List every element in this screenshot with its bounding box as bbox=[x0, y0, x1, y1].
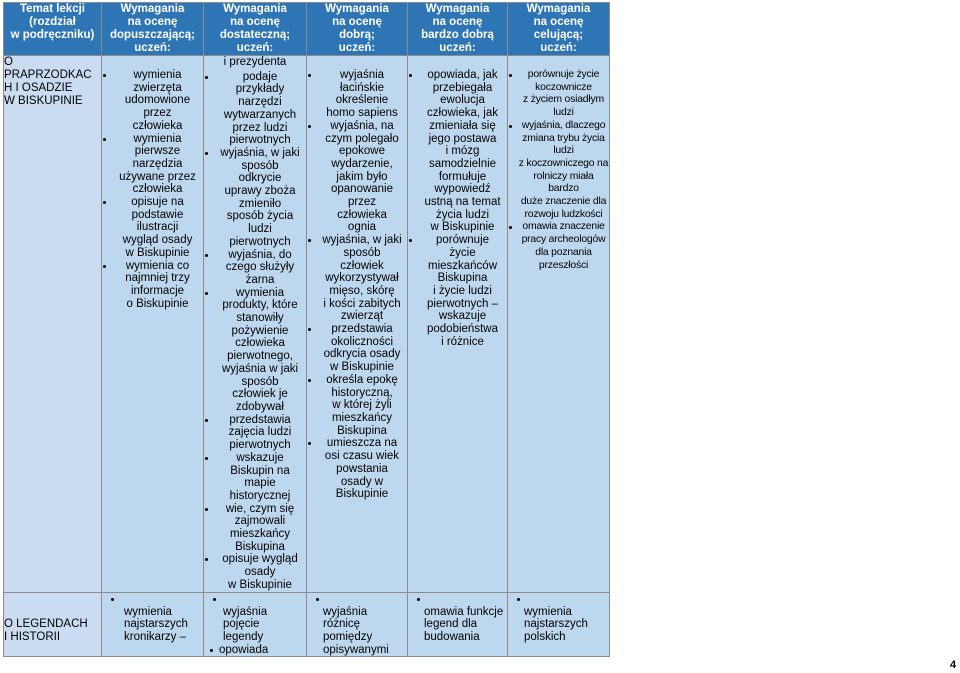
header-text: dopuszczającą; bbox=[110, 29, 195, 41]
list-item-line: pożywienie bbox=[231, 324, 289, 337]
bullet-dot bbox=[413, 593, 507, 606]
list-item-line: człowieka bbox=[235, 337, 285, 350]
list-item: wyjaśnia, w jaki bbox=[204, 147, 306, 160]
list-item: opowiada, jak bbox=[408, 69, 507, 82]
bullet-dot bbox=[209, 593, 306, 606]
list-item-line: osady bbox=[244, 566, 276, 579]
list-item-line: używane przez bbox=[119, 170, 196, 183]
table-row bbox=[4, 592, 610, 657]
list-item-line: mięso, skórę bbox=[329, 284, 395, 297]
cell-line: opisywanymi bbox=[323, 643, 389, 656]
header-dobra bbox=[307, 3, 408, 56]
cell-line: wyjaśnia różnicę bbox=[323, 605, 368, 631]
requirements-table bbox=[3, 2, 610, 657]
cell-line: kronikarzy – bbox=[124, 630, 186, 643]
list-item-line: historycznej bbox=[229, 489, 291, 502]
list-item-line: koczownicze bbox=[535, 81, 592, 93]
page-number: 4 bbox=[950, 659, 957, 671]
list-item-line: o Biskupinie bbox=[126, 297, 189, 310]
header-text: na ocenę bbox=[332, 16, 382, 28]
list-item: wymienia bbox=[102, 133, 203, 146]
list-item-line: czego służyły bbox=[225, 261, 295, 274]
bullet-dot bbox=[513, 593, 609, 606]
list-item-line: osady w bbox=[340, 475, 384, 488]
list-item-line: homo sapiens bbox=[326, 107, 398, 120]
header-text: na ocenę bbox=[127, 16, 178, 28]
cell-line: wyjaśnia pojęcie bbox=[223, 605, 268, 631]
header-celujaca bbox=[508, 3, 610, 56]
list-item: opisuje na bbox=[102, 196, 203, 209]
list-item-line: duże znaczenie dla bbox=[520, 196, 607, 208]
list-item-line: pierwotnych – bbox=[427, 297, 498, 310]
list-item: opowiada bbox=[209, 644, 306, 657]
list-item-line: podstawie bbox=[131, 208, 184, 221]
list-item-line: pracy archeologów bbox=[521, 234, 606, 246]
cell-celujaca bbox=[508, 56, 610, 593]
list-item: wymienia co bbox=[102, 260, 203, 273]
list-item-line: ludzi bbox=[248, 223, 272, 236]
cell-line: legendy bbox=[223, 630, 264, 643]
cell-line: polskich bbox=[524, 630, 566, 643]
list-item-line: człowiek je bbox=[232, 388, 288, 401]
header-text: na ocenę bbox=[230, 16, 280, 28]
list-item-line: zwierząt bbox=[340, 310, 384, 323]
topic-text: H I OSADZIE bbox=[4, 82, 73, 94]
header-text: uczeń: bbox=[439, 42, 476, 54]
list-item: wyjaśnia, dlaczego bbox=[508, 120, 609, 133]
list-item: wyjaśnia, w jaki bbox=[307, 234, 407, 247]
header-text: Wymagania bbox=[120, 3, 185, 15]
list-item-line: człowieka, jak bbox=[427, 107, 498, 120]
header-bardzo-dobra bbox=[408, 3, 508, 56]
list-item-line: człowiek bbox=[340, 259, 384, 272]
header-text: na ocenę bbox=[432, 16, 483, 28]
header-text: na ocenę bbox=[533, 16, 584, 28]
list-item-line: rolniczy miała bardzo bbox=[533, 170, 594, 195]
cell-dopuszczajaca bbox=[102, 56, 204, 593]
table-row bbox=[4, 56, 610, 593]
cell-celujaca bbox=[508, 592, 610, 657]
cell-line: i prezydenta bbox=[223, 56, 287, 68]
list-item-line: Biskupin na bbox=[230, 464, 290, 477]
list-item-line: i mózg bbox=[445, 145, 480, 158]
list-item-line: uprawy zboża bbox=[224, 185, 296, 198]
header-text: uczeń: bbox=[540, 42, 577, 54]
header-text: celującą; bbox=[533, 29, 584, 41]
list-item-line: sposób życia bbox=[226, 210, 294, 223]
list-item-line: informacje bbox=[130, 284, 185, 297]
list-item-line: podobieństwa bbox=[427, 323, 498, 336]
list-item: opisuje wygląd bbox=[204, 553, 306, 566]
header-text: bardzo dobrą bbox=[421, 29, 494, 41]
list-item: określa epokę bbox=[307, 374, 407, 387]
list-item-line: zwierzęta bbox=[133, 81, 182, 94]
topic-text: W BISKUPINIE bbox=[4, 95, 83, 107]
cell-bardzo-dobra bbox=[408, 56, 508, 593]
header-text: w podręczniku) bbox=[10, 29, 95, 41]
header-text: Temat lekcji bbox=[20, 3, 85, 15]
list-item-line: czym polegało bbox=[325, 132, 399, 145]
list-item-line: Biskupina bbox=[235, 540, 285, 553]
header-row bbox=[4, 3, 610, 56]
list-item-line: stanowiły bbox=[236, 312, 284, 325]
list-item-line: samodzielnie bbox=[428, 157, 497, 170]
list-item: przedstawia bbox=[204, 414, 306, 427]
list-item-line: pierwsze bbox=[134, 145, 181, 158]
list-item-line: ewolucja bbox=[440, 94, 485, 107]
cell-line: budowania bbox=[424, 630, 480, 643]
list-item: wskazuje bbox=[204, 452, 306, 465]
list-item-line: formułuje bbox=[438, 170, 487, 183]
cell-line: najstarszych bbox=[524, 618, 588, 631]
list-item-line: ognia bbox=[347, 221, 377, 234]
list-item-line: wyjaśnia w jaki bbox=[221, 362, 299, 375]
list-item-line: zdobywał bbox=[236, 400, 284, 413]
list-item-line: osi czasu wiek bbox=[324, 450, 400, 463]
list-item-line: i życie ludzi bbox=[433, 284, 492, 297]
list-item-line: z życiem osiadłym bbox=[523, 94, 604, 106]
list-item-line: ludzi bbox=[553, 145, 574, 157]
list-item-line: wydarzenie, bbox=[331, 157, 393, 170]
header-text: (rozdział bbox=[29, 16, 76, 28]
list-item: wyjaśnia, na bbox=[307, 120, 407, 133]
header-text: dobrą; bbox=[339, 29, 375, 41]
cell-list bbox=[107, 606, 203, 644]
list-item-line: udomowione bbox=[124, 94, 191, 107]
list-item-line: ustną na temat bbox=[424, 196, 501, 209]
cell-dobra bbox=[307, 592, 408, 657]
header-text: uczeń: bbox=[338, 42, 376, 54]
list-item-line: człowieka bbox=[132, 183, 183, 196]
header-dostateczna bbox=[204, 3, 307, 56]
list-item: wymienia bbox=[102, 69, 203, 82]
list-item-line: z koczowniczego na bbox=[518, 157, 609, 169]
cell-list bbox=[204, 71, 306, 592]
list-item-line: epokowe bbox=[338, 145, 386, 158]
header-text: Wymagania bbox=[223, 3, 287, 15]
list-item-line: mieszkańcy bbox=[331, 411, 393, 424]
list-item-line: w której żyli bbox=[332, 399, 392, 412]
list-item: wyjaśnia, do bbox=[204, 249, 306, 262]
list-item-line: w Biskupinie bbox=[330, 361, 394, 374]
list-item: wie, czym się bbox=[204, 503, 306, 516]
list-item: porównuje życie bbox=[508, 69, 609, 82]
list-item-line: ilustracji bbox=[136, 221, 179, 234]
list-item-line: pierwotnego, bbox=[227, 350, 293, 363]
list-item-line: jakim było bbox=[336, 170, 388, 183]
list-item: wyjaśnia bbox=[307, 69, 407, 82]
list-item-line: zmiana trybu życia bbox=[522, 132, 605, 144]
cell-line: wymienia bbox=[124, 605, 172, 618]
cell-dostateczna bbox=[204, 592, 307, 657]
list-item-line: wytwarzanych bbox=[223, 108, 297, 121]
topic-text: I HISTORII bbox=[4, 631, 61, 644]
bullet-dot bbox=[312, 593, 407, 606]
list-item-line: i kości zabitych bbox=[323, 297, 401, 310]
list-item-line: w Biskupinie bbox=[430, 221, 495, 234]
list-item-line: najmniej trzy bbox=[125, 272, 190, 285]
list-item-line: wypowiedź bbox=[434, 183, 491, 196]
cell-line: wymienia bbox=[524, 605, 572, 618]
list-item-line: i różnice bbox=[441, 335, 484, 348]
list-item-line: łacińskie bbox=[339, 81, 385, 94]
list-item-line: życia ludzi bbox=[435, 208, 490, 221]
header-text: uczeń: bbox=[236, 42, 274, 54]
list-item-line: sposób bbox=[343, 246, 381, 259]
list-item-line: jego postawa bbox=[428, 132, 497, 145]
list-item-line: pierwotnych bbox=[229, 235, 291, 248]
list-item-line: przykłady bbox=[235, 83, 285, 96]
topic-text: O PRAPRZODKAC bbox=[4, 56, 92, 81]
list-item-line: wykorzystywał bbox=[325, 272, 399, 285]
topic-cell bbox=[4, 592, 102, 657]
cell-list bbox=[209, 606, 306, 644]
list-item-line: rozwoju ludzkości bbox=[524, 208, 603, 220]
list-item-line: człowieka bbox=[132, 119, 183, 132]
list-item-line: zmieniała się bbox=[429, 119, 496, 132]
list-item-line: odkrycia osady bbox=[323, 348, 401, 361]
list-item: porównuje bbox=[408, 234, 507, 247]
list-item-line: przebiegała bbox=[432, 81, 493, 94]
list-item-line: Biskupina bbox=[437, 272, 488, 285]
list-item-line: wskazuje bbox=[438, 310, 487, 323]
list-item-line: narzędzi bbox=[238, 96, 282, 109]
header-text: Wymagania bbox=[325, 3, 389, 15]
header-text: Wymagania bbox=[526, 3, 591, 15]
list-item-line: ludzi bbox=[553, 107, 574, 119]
list-item-line: narzędzia bbox=[132, 157, 183, 170]
list-item-line: określenie bbox=[335, 94, 389, 107]
list-item-line: produkty, które bbox=[222, 299, 298, 312]
cell-list bbox=[513, 606, 609, 644]
list-item-line: historyczną, bbox=[331, 386, 393, 399]
list-item-line: sposób bbox=[241, 159, 279, 172]
list-item: omawia znaczenie bbox=[508, 221, 609, 234]
list-item: podaje bbox=[204, 71, 306, 84]
list-item-line: przez bbox=[347, 196, 377, 209]
cell-line: najstarszych bbox=[124, 618, 188, 631]
header-text: dostateczną; bbox=[219, 29, 291, 41]
list-item-line: zajęcia ludzi bbox=[228, 426, 292, 439]
cell-dostateczna bbox=[204, 56, 307, 593]
list-item-line: zmieniło bbox=[238, 197, 282, 210]
list-item-line: życie bbox=[449, 246, 476, 259]
list-item-line: pierwotnych bbox=[229, 439, 291, 452]
list-item-line: sposób bbox=[241, 375, 279, 388]
bullet-dot bbox=[107, 593, 203, 606]
list-item-line: Biskupina bbox=[337, 424, 387, 437]
list-item-line: przez ludzi bbox=[232, 121, 288, 134]
cell-list bbox=[413, 606, 507, 644]
list-item-line: powstania bbox=[336, 462, 388, 475]
header-text: uczeń: bbox=[134, 42, 171, 54]
cell-bardzo-dobra bbox=[408, 592, 508, 657]
cell-dobra bbox=[307, 56, 408, 593]
cell-dopuszczajaca bbox=[102, 592, 204, 657]
list-item-line: w Biskupinie bbox=[125, 246, 190, 259]
list-item-line: mieszkańcy bbox=[229, 528, 291, 541]
topic-cell bbox=[4, 56, 102, 593]
list-item: umieszcza na bbox=[307, 437, 407, 450]
list-item-line: wygląd osady bbox=[122, 234, 193, 247]
list-item-line: okoliczności bbox=[331, 335, 393, 348]
list-item-line: przez bbox=[143, 107, 172, 120]
header-dopuszczajaca bbox=[102, 3, 204, 56]
list-item-line: odkrycie bbox=[238, 172, 282, 185]
header-text: Wymagania bbox=[425, 3, 490, 15]
header-topic bbox=[4, 3, 102, 56]
list-item-line: przeszłości bbox=[538, 259, 589, 271]
cell-line: legend dla bbox=[424, 618, 478, 631]
list-item-line: żarna bbox=[245, 273, 275, 286]
list-item-line: człowieka bbox=[337, 208, 387, 221]
list-item-line: zajmowali bbox=[234, 515, 286, 528]
cell-line: omawia funkcje bbox=[424, 605, 504, 618]
cell-line: pomiędzy bbox=[323, 630, 373, 643]
list-item: przedstawia bbox=[307, 323, 407, 336]
list-item-line: Biskupinie bbox=[335, 488, 389, 501]
list-item-line: opanowanie bbox=[330, 183, 394, 196]
list-item-line: mapie bbox=[244, 477, 276, 490]
topic-text: O LEGENDACH bbox=[4, 618, 88, 631]
list-item-line: w Biskupinie bbox=[228, 578, 292, 591]
list-item-line: pierwotnych bbox=[229, 134, 291, 147]
list-item-line: mieszkańców bbox=[427, 259, 498, 272]
list-item: wymienia bbox=[204, 287, 306, 300]
list-item-line: dla poznania bbox=[535, 246, 592, 258]
cell-list bbox=[312, 606, 407, 657]
